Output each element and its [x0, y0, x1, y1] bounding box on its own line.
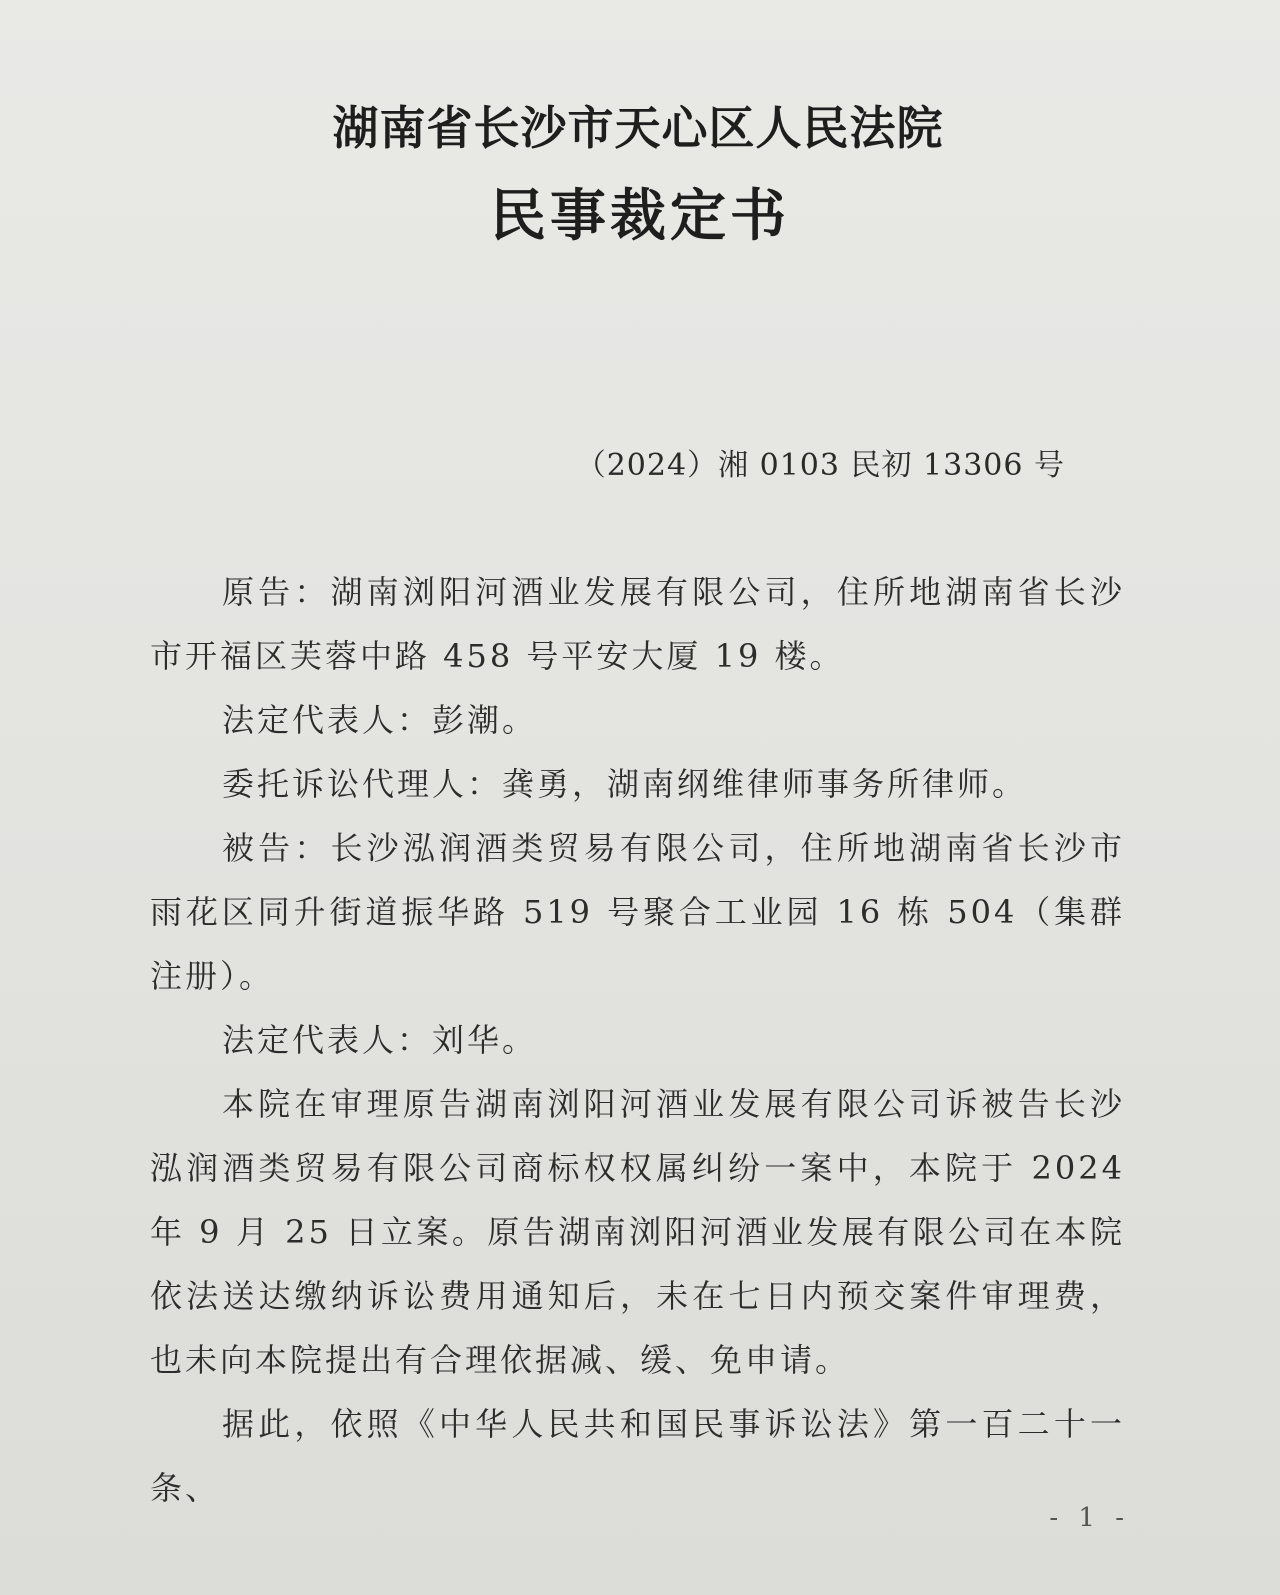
- paragraph-case-facts: 本院在审理原告湖南浏阳河酒业发展有限公司诉被告长沙泓润酒类贸易有限公司商标权权属纠纷一案中，本院于 2024 年 9 月 25 日立案。原告湖南浏阳河酒业发展有限公司在本院依法送达缴纳诉讼费用通知后，未在七日内预交案件审理费，也未向本院提出有合理依据减、缓、免申请。: [150, 1085, 1125, 1379]
- court-name: 湖南省长沙市天心区人民法院: [332, 101, 944, 155]
- document-title: 民事裁定书: [490, 183, 790, 249]
- page-number: - 1 -: [1049, 1503, 1130, 1533]
- paragraph-plaintiff-representative: 法定代表人：彭潮。: [222, 701, 538, 739]
- paragraph-defendant: 被告：长沙泓润酒类贸易有限公司，住所地湖南省长沙市雨花区同升街道振华路 519 号聚合工业园 16 栋 504（集群注册）。: [150, 829, 1125, 995]
- paragraph-ruling-basis: 据此，依照《中华人民共和国民事诉讼法》第一百二十一条、: [150, 1405, 1125, 1507]
- case-number: （2024）湘 0103 民初 13306 号: [575, 448, 1065, 483]
- paragraph-plaintiff-agent: 委托诉讼代理人：龚勇，湖南纲维律师事务所律师。: [222, 765, 1028, 803]
- paragraph-defendant-representative: 法定代表人：刘华。: [222, 1021, 538, 1059]
- document-body: [150, 560, 1125, 1520]
- paragraph-plaintiff: 原告：湖南浏阳河酒业发展有限公司，住所地湖南省长沙市开福区芙蓉中路 458 号平安大厦 19 楼。: [150, 573, 1125, 675]
